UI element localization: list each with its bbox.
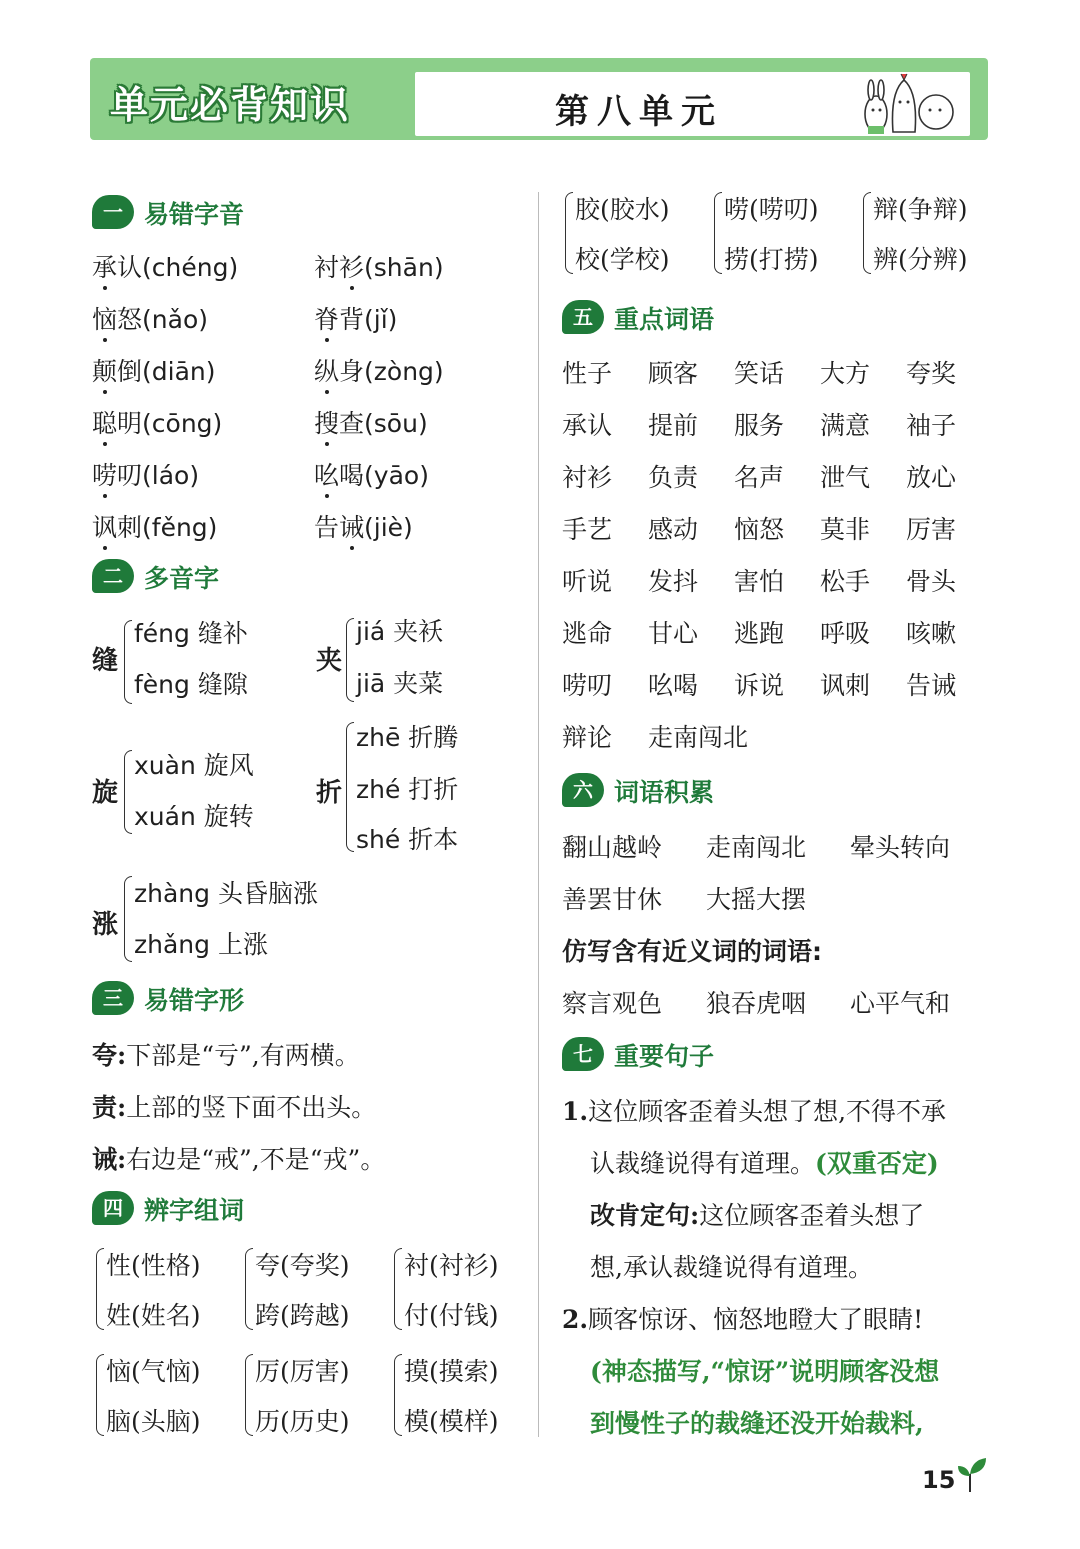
pron-item: 脊背(jǐ) (314, 305, 398, 334)
sentence-1-line: 1.这位顾客歪着头想了想,不得不承 (562, 1097, 947, 1126)
sentence-1-change: 想,承认裁缝说得有道理。 (590, 1253, 873, 1282)
pron-item: 颠倒(diān) (92, 357, 216, 386)
group-word: 辨(分辨) (873, 245, 968, 274)
group-word: 衬(衬衫) (404, 1251, 499, 1280)
accum-word: 狼吞虎咽 (706, 989, 807, 1018)
key-word: 呼吸 (820, 619, 871, 648)
brace (346, 618, 354, 702)
key-word: 吆喝 (648, 671, 699, 700)
key-word: 泄气 (820, 463, 871, 492)
section-badge: 五 (562, 300, 604, 334)
key-word: 夸奖 (906, 359, 957, 388)
section-badge: 一 (92, 195, 134, 229)
accum-word: 大摇大摆 (706, 885, 807, 914)
brace (124, 876, 132, 962)
key-word: 甘心 (648, 619, 699, 648)
brace (565, 192, 573, 274)
poly-reading: zhǎng 上涨 (134, 930, 268, 959)
key-word: 放心 (906, 463, 957, 492)
sentence-1-change: 改肯定句:这位顾客歪着头想了 (590, 1201, 925, 1230)
shape-item: 责:上部的竖下面不出头。 (92, 1093, 377, 1122)
brace (863, 192, 871, 274)
group-word: 付(付钱) (404, 1301, 499, 1330)
key-word: 诉说 (734, 671, 785, 700)
key-word: 告诫 (906, 671, 957, 700)
brace (124, 620, 132, 704)
section-badge: 六 (562, 773, 604, 807)
group-word: 脑(头脑) (106, 1407, 201, 1436)
group-word: 辩(争辩) (873, 195, 968, 224)
sentence-2-line: 2.顾客惊讶、恼怒地瞪大了眼睛! (562, 1305, 924, 1334)
pron-item: 吆喝(yāo) (314, 461, 429, 490)
unit-knowledge-title: 单元必背知识 (110, 83, 351, 127)
group-word: 摸(摸索) (404, 1357, 499, 1386)
key-word: 逃命 (562, 619, 613, 648)
poly-reading: jiā 夹菜 (356, 669, 444, 698)
key-word: 逃跑 (734, 619, 785, 648)
key-word: 负责 (648, 463, 699, 492)
key-word: 骨头 (906, 567, 957, 596)
section-title: 易错字音 (144, 200, 245, 229)
key-word: 咳嗽 (906, 619, 957, 648)
shape-item: 诫:右边是“戒”,不是“戎”。 (92, 1145, 386, 1174)
group-word: 模(模样) (404, 1407, 499, 1436)
page-number: 15 (922, 1466, 956, 1494)
key-word: 厉害 (906, 515, 957, 544)
key-word: 讽刺 (820, 671, 871, 700)
poly-reading: zhē 折腾 (356, 723, 459, 752)
key-word: 提前 (648, 411, 699, 440)
pron-item: 告诫(jiè) (314, 513, 413, 542)
section-title: 词语积累 (614, 778, 715, 807)
poly-char: 旋 (92, 778, 119, 808)
pron-item: 纵身(zòng) (314, 357, 444, 386)
group-word: 胶(胶水) (575, 195, 670, 224)
poly-reading: féng 缝补 (134, 619, 248, 648)
brace (245, 1354, 253, 1436)
group-word: 夸(夸奖) (255, 1251, 350, 1280)
imitate-label: 仿写含有近义词的词语: (562, 937, 822, 966)
key-word: 顾客 (648, 359, 699, 388)
column-divider (538, 192, 539, 1437)
pron-item: 衬衫(shān) (314, 253, 444, 282)
key-word: 手艺 (562, 515, 613, 544)
key-word: 辩论 (562, 723, 613, 752)
accum-word: 晕头转向 (850, 833, 951, 862)
pron-item: 恼怒(nǎo) (92, 305, 208, 334)
group-word: 跨(跨越) (255, 1301, 350, 1330)
accum-word: 翻山越岭 (562, 833, 663, 862)
section-title: 易错字形 (144, 986, 245, 1015)
brace (96, 1248, 104, 1330)
poly-reading: xuàn 旋风 (134, 751, 254, 780)
poly-reading: zhé 打折 (356, 775, 459, 804)
poly-char: 夹 (316, 646, 343, 676)
poly-reading: jiá 夹袄 (356, 617, 444, 646)
key-word: 大方 (820, 359, 871, 388)
key-word: 性子 (562, 359, 613, 388)
key-word: 恼怒 (734, 515, 785, 544)
poly-char: 涨 (92, 910, 119, 940)
section-badge: 四 (92, 1191, 134, 1225)
pron-item: 唠叨(láo) (92, 461, 200, 490)
key-word: 袖子 (906, 411, 957, 440)
group-word: 恼(气恼) (106, 1357, 201, 1386)
shape-item: 夸:下部是“亏”,有两横。 (92, 1041, 360, 1070)
key-word: 唠叨 (562, 671, 613, 700)
mascot-icon (860, 72, 960, 138)
brace (124, 750, 132, 834)
key-word: 听说 (562, 567, 613, 596)
key-word: 服务 (734, 411, 785, 440)
section-title: 辨字组词 (144, 1196, 245, 1225)
sprout-icon (956, 1456, 990, 1494)
unit-title: 第八单元 (555, 92, 723, 132)
poly-reading: fèng 缝隙 (134, 670, 248, 699)
sentence-2-note: (神态描写,“惊讶”说明顾客没想 (590, 1357, 940, 1386)
key-word: 衬衫 (562, 463, 613, 492)
brace (346, 722, 354, 852)
section-title: 重要句子 (614, 1042, 715, 1071)
key-word: 走南闯北 (648, 723, 749, 752)
group-word: 唠(唠叨) (724, 195, 819, 224)
section-title: 重点词语 (614, 305, 715, 334)
pron-item: 讽刺(fěng) (92, 513, 218, 542)
group-word: 历(历史) (255, 1407, 350, 1436)
sentence-2-note: 到慢性子的裁缝还没开始裁料, (590, 1409, 924, 1438)
brace (96, 1354, 104, 1436)
brace (394, 1354, 402, 1436)
key-word: 名声 (734, 463, 785, 492)
poly-char: 缝 (92, 646, 119, 676)
pron-item: 聪明(cōng) (92, 409, 223, 438)
section-badge: 七 (562, 1037, 604, 1071)
key-word: 害怕 (734, 567, 785, 596)
poly-reading: shé 折本 (356, 825, 459, 854)
key-word: 承认 (562, 411, 613, 440)
pron-item: 承认(chéng) (92, 253, 239, 282)
key-word: 莫非 (820, 515, 871, 544)
section-title: 多音字 (144, 564, 220, 593)
key-word: 松手 (820, 567, 871, 596)
pron-item: 搜查(sōu) (314, 409, 428, 438)
poly-reading: zhàng 头昏脑涨 (134, 879, 318, 908)
section-badge: 二 (92, 559, 134, 593)
accum-word: 走南闯北 (706, 833, 807, 862)
poly-char: 折 (316, 778, 343, 808)
accum-word: 善罢甘休 (562, 885, 663, 914)
section-badge: 三 (92, 981, 134, 1015)
group-word: 厉(厉害) (255, 1357, 350, 1386)
group-word: 姓(姓名) (106, 1301, 201, 1330)
accum-word: 察言观色 (562, 989, 663, 1018)
key-word: 发抖 (648, 567, 699, 596)
brace (714, 192, 722, 274)
group-word: 性(性格) (106, 1251, 201, 1280)
sentence-1-line: 认裁缝说得有道理。(双重否定) (590, 1149, 939, 1178)
brace (394, 1248, 402, 1330)
group-word: 捞(打捞) (724, 245, 819, 274)
poly-reading: xuán 旋转 (134, 802, 254, 831)
accum-word: 心平气和 (850, 989, 951, 1018)
key-word: 满意 (820, 411, 871, 440)
key-word: 笑话 (734, 359, 785, 388)
group-word: 校(学校) (575, 245, 670, 274)
key-word: 感动 (648, 515, 699, 544)
brace (245, 1248, 253, 1330)
